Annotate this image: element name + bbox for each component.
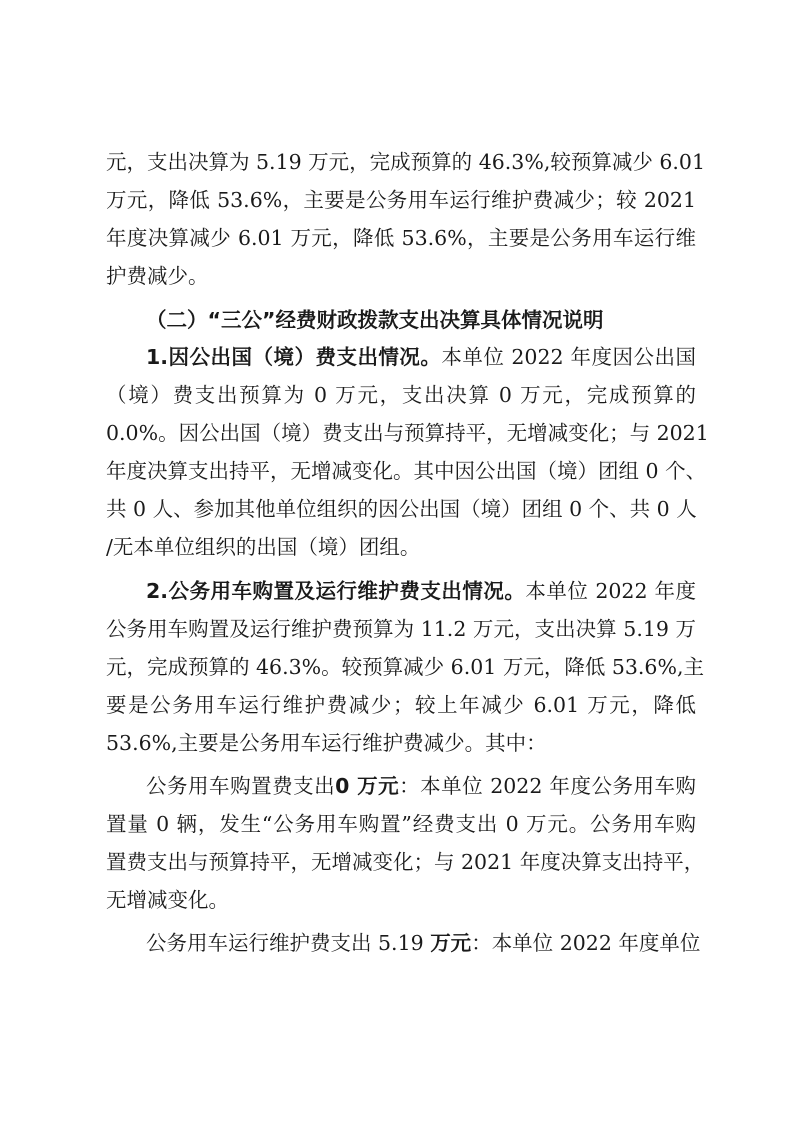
purchase-label: 公务用车购置费支出 bbox=[146, 774, 336, 798]
item2-title: 2.公务用车购置及运行维护费支出情况。 bbox=[146, 579, 526, 603]
item1-first-line-text: 本单位 2022 年度因公出国 bbox=[441, 345, 696, 369]
purchase-first-line-text: 本单位 2022 年度公务用车购 bbox=[420, 774, 697, 798]
body-line: 年度决算减少 6.01 万元，降低 53.6%，主要是公务用车运行维 bbox=[106, 226, 696, 250]
item2-first-line bbox=[146, 577, 696, 605]
purchase-line: 置费支出与预算持平，无增减变化；与 2021 年度决算支出持平， bbox=[106, 850, 705, 874]
item1-line: 年度决算支出持平，无增减变化。其中因公出国（境）团组 0 个、 bbox=[106, 459, 707, 483]
body-line: 元，支出决算为 5.19 万元，完成预算的 46.3%,较预算减少 6.01 bbox=[106, 150, 705, 174]
item2-first-line-text: 本单位 2022 年度 bbox=[525, 579, 696, 603]
item2-line: 53.6%,主要是公务用车运行维护费减少。其中： bbox=[106, 731, 547, 755]
item1-line: （境）费支出预算为 0 万元，支出决算 0 万元，完成预算的 bbox=[106, 383, 696, 407]
operation-label: 公务用车运行维护费支出 5.19 bbox=[146, 931, 431, 955]
item2-line: 元，完成预算的 46.3%。较预算减少 6.01 万元，降低 53.6%,主 bbox=[106, 655, 704, 679]
purchase-line: 无增减变化。 bbox=[106, 888, 229, 912]
item1-first-line bbox=[146, 343, 696, 371]
item1-line: /无本单位组织的出国（境）团组。 bbox=[106, 535, 421, 559]
operation-colon: ： bbox=[471, 931, 492, 955]
item2-line: 公务用车购置及运行维护费预算为 11.2 万元，支出决算 5.19 万 bbox=[106, 617, 696, 641]
item1-line: 0.0%。因公出国（境）费支出与预算持平，无增减变化；与 2021 bbox=[106, 421, 709, 445]
item1-title: 1.因公出国（境）费支出情况。 bbox=[146, 345, 442, 369]
purchase-line: 置量 0 辆，发生“公务用车购置”经费支出 0 万元。公务用车购 bbox=[106, 812, 696, 836]
section-heading: （二）“三公”经费财政拨款支出决算具体情况说明 bbox=[146, 308, 604, 332]
body-line: 万元，降低 53.6%，主要是公务用车运行维护费减少；较 2021 bbox=[106, 188, 696, 212]
body-line: 护费减少。 bbox=[106, 264, 209, 288]
item1-line: 共 0 人、参加其他单位组织的因公出国（境）团组 0 个、共 0 人 bbox=[106, 497, 697, 521]
operation-first-line-text: 本单位 2022 年度单位 bbox=[491, 931, 701, 955]
item2-line: 要是公务用车运行维护费减少；较上年减少 6.01 万元，降低 bbox=[106, 693, 696, 717]
operation-unit: 万元 bbox=[430, 931, 472, 955]
operation-first-line bbox=[146, 929, 701, 957]
purchase-amount: 0 万元 bbox=[335, 774, 400, 798]
purchase-first-line bbox=[146, 772, 696, 800]
purchase-colon: ： bbox=[399, 774, 421, 798]
